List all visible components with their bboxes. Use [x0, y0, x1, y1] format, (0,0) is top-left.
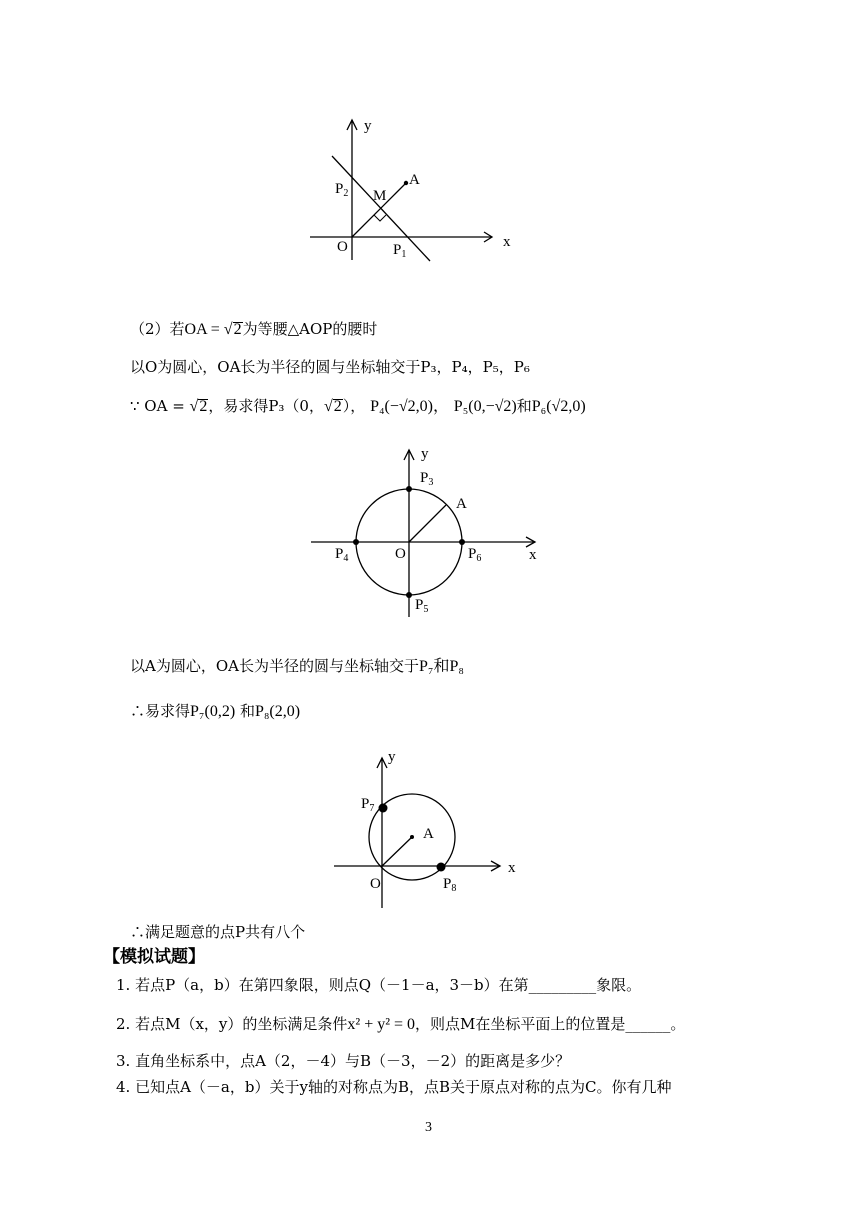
circle-o-line: 以O为圆心，OA长为半径的圆与坐标轴交于P₃，P₄，P₅，P₆ — [130, 358, 530, 376]
x-axis-label: x — [503, 234, 511, 250]
point-p8-label: $P_8$ — [443, 876, 457, 894]
point-m-label: M — [373, 188, 387, 204]
page-number: 3 — [425, 1120, 432, 1135]
point-a-label: A — [423, 826, 434, 842]
y-axis-label: y — [421, 446, 429, 462]
point-p7-label: $P_7$ — [361, 796, 375, 814]
point-p4-label: $P_4$ — [335, 546, 349, 564]
point-a-label: A — [409, 172, 420, 188]
point-p6-label: $P_6$ — [468, 546, 482, 564]
conclusion-line: ∴满足题意的点P共有八个 — [130, 923, 306, 941]
figure-perpendicular-bisector — [300, 110, 530, 265]
x-axis-label: x — [508, 860, 516, 876]
origin-label: O — [395, 546, 406, 562]
point-p3-label: $P_3$ — [420, 470, 434, 488]
point-a-label: A — [456, 496, 467, 512]
y-axis-label: y — [388, 749, 396, 765]
section-title: 【模拟试题】 — [103, 947, 205, 967]
x-axis-label: x — [529, 547, 537, 563]
case2-line: （2）若OA = √2为等腰△AOP的腰时 — [130, 320, 378, 338]
question-2: 2. 若点M（x，y）的坐标满足条件x² + y² = 0，则点M在坐标平面上的位置是______。 — [116, 1015, 686, 1033]
point-p5-label: $P_5$ — [415, 597, 429, 615]
question-1: 1. 若点P（a，b）在第四象限，则点Q（－1－a，3－b）在第_________象限。 — [116, 976, 642, 994]
therefore-line: ∴易求得P₇(0,2) 和P₈(2,0) — [130, 702, 301, 720]
question-3: 3. 直角坐标系中，点A（2，－4）与B（－3，－2）的距离是多少？ — [116, 1052, 571, 1070]
because-line: ∵ OA = √2，易求得P₃（0，√2）， P₄(−√2,0)， P₅(0,−√2)和P₆(√2,0) — [130, 397, 586, 415]
point-p1-label: $P_1$ — [393, 242, 407, 260]
origin-label: O — [337, 239, 348, 255]
question-4: 4. 已知点A（－a，b）关于y轴的对称点为B，点B关于原点对称的点为C。你有几种 — [116, 1078, 672, 1096]
point-p2-label: $P_2$ — [335, 181, 349, 199]
figure-circle-center-a — [330, 742, 530, 912]
origin-label: O — [370, 876, 381, 892]
circle-a-line: 以A为圆心，OA长为半径的圆与坐标轴交于P₇和P₈ — [130, 657, 464, 675]
y-axis-label: y — [364, 118, 372, 134]
figure-circle-center-o — [305, 442, 555, 617]
